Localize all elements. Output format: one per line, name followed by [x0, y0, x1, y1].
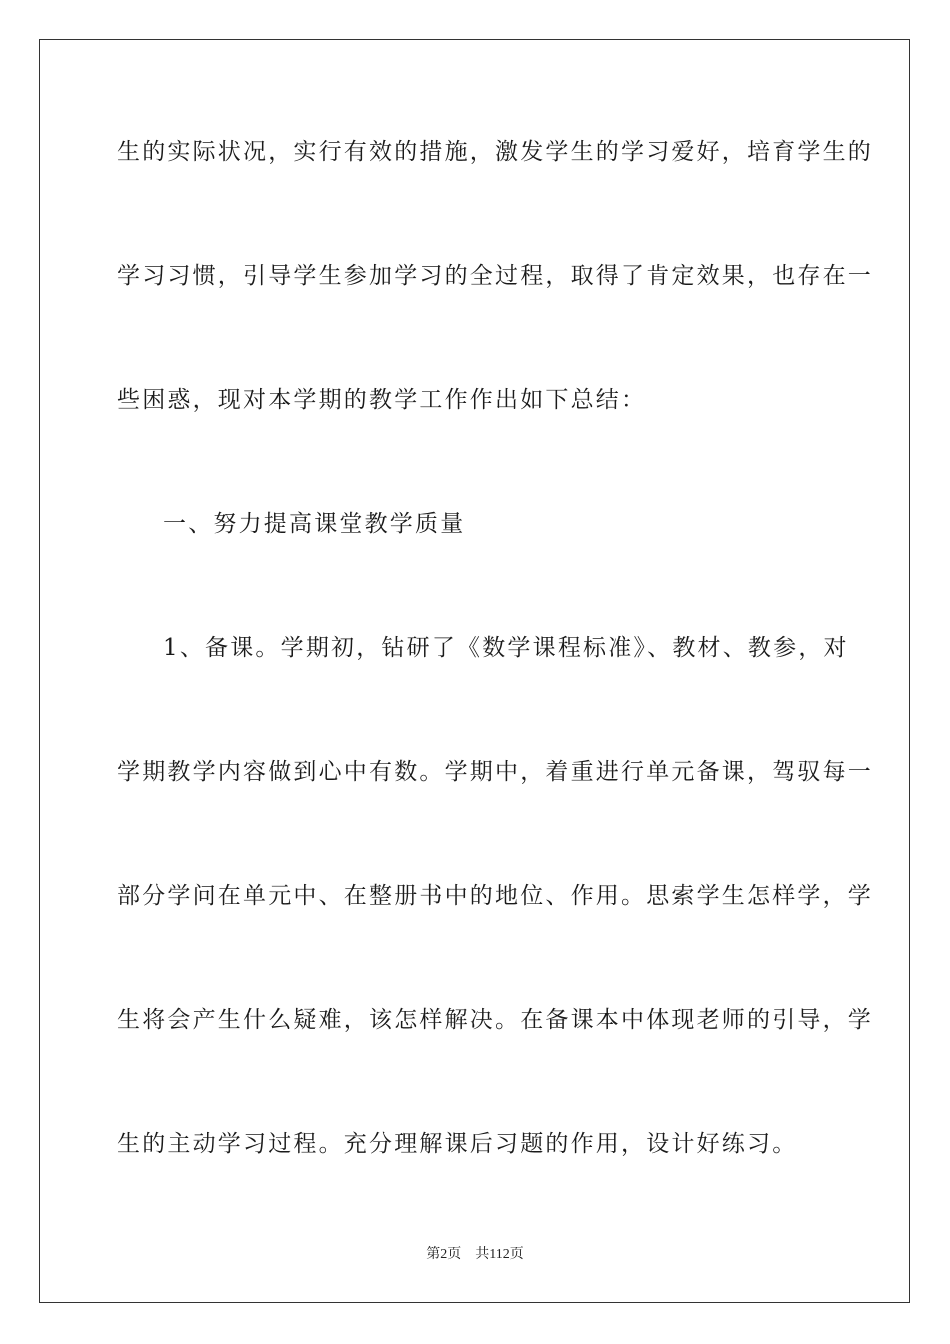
- page-number: 第2页: [426, 1247, 462, 1262]
- page-border: [39, 39, 910, 1303]
- body-line-9: 生的主动学习过程。充分理解课后习题的作用，设计好练习。: [117, 1131, 798, 1157]
- body-line-7: 部分学问在单元中、在整册书中的地位、作用。思索学生怎样学，学: [117, 883, 873, 909]
- body-line-8: 生将会产生什么疑难，该怎样解决。在备课本中体现老师的引导，学: [117, 1007, 873, 1033]
- body-line-2: 学习习惯，引导学生参加学习的全过程，取得了肯定效果，也存在一: [117, 263, 873, 289]
- body-line-6: 学期教学内容做到心中有数。学期中，着重进行单元备课，驾驭每一: [117, 759, 873, 785]
- page-total: 共112页: [475, 1247, 524, 1262]
- body-line-3: 些困惑，现对本学期的教学工作作出如下总结：: [117, 387, 647, 413]
- section-heading: 一、努力提高课堂教学质量: [163, 511, 466, 537]
- body-line-5: 1、备课。学期初，钻研了《数学课程标准》、教材、教参，对: [163, 635, 849, 661]
- body-line-1: 生的实际状况，实行有效的措施，激发学生的学习爱好，培育学生的: [117, 139, 873, 165]
- page-footer: [0, 1245, 950, 1265]
